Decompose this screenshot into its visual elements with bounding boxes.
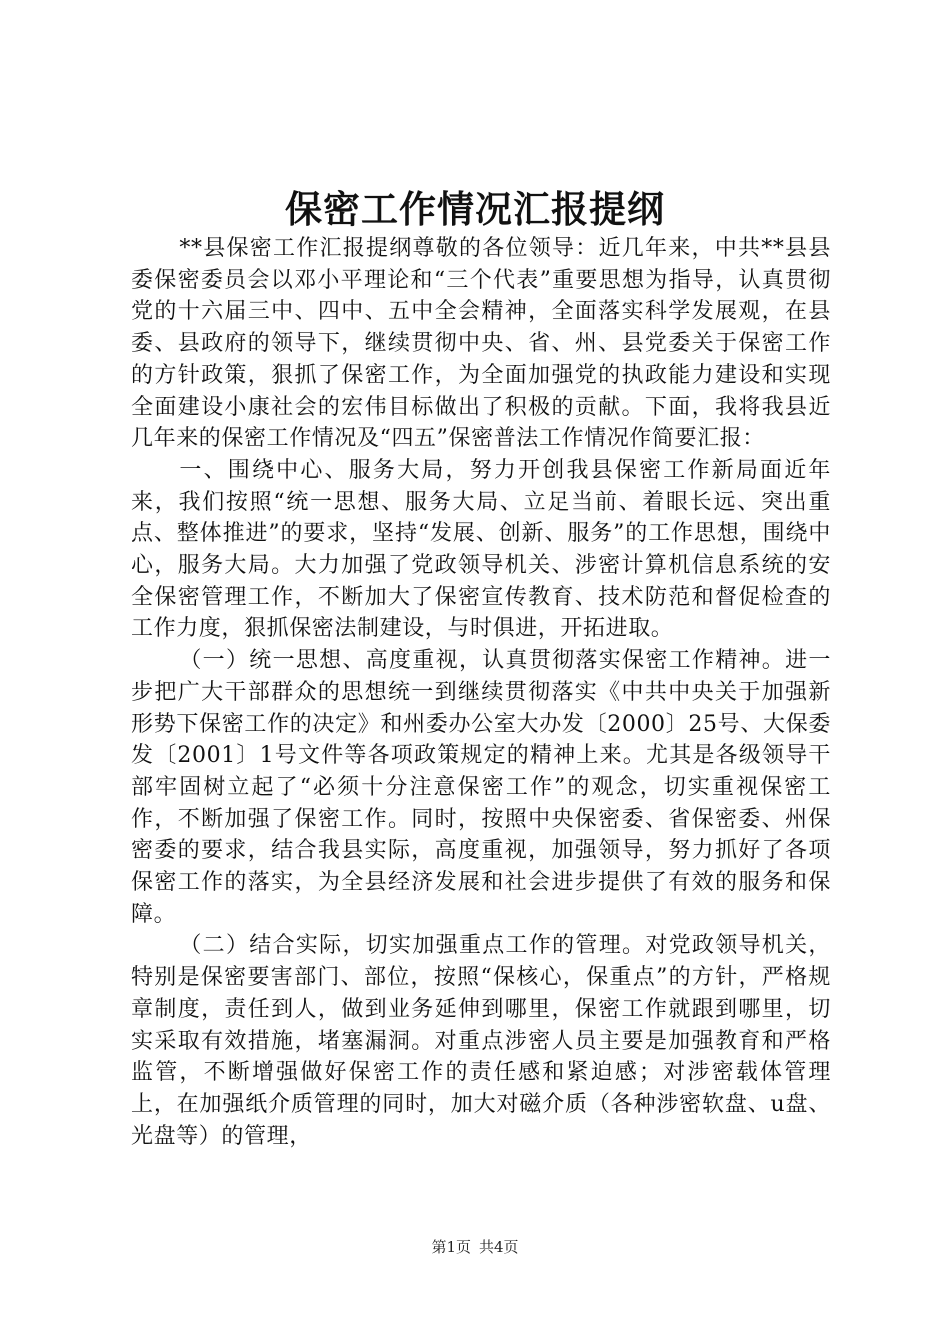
paragraph-subsection-one: （一）统一思想、高度重视，认真贯彻落实保密工作精神。进一步把广大干部群众的思想统一到继续贯彻落实《中共中央关于加强新形势下保密工作的决定》和州委办公室大办发〔2000〕25号、大保委发〔2001〕1号文件等各项政策规定的精神上来。尤其是各级领导干部牢固树立起了“必须十分注意保密工作”的观念，切实重视保密工作，不断加强了保密工作。同时，按照中央保密委、省保密委、州保密委的要求，结合我县实际，高度重视，加强领导，努力抓好了各项保密工作的落实，为全县经济发展和社会进步提供了有效的服务和保障。 — [131, 648, 831, 927]
page-footer — [0, 1237, 950, 1257]
page-number: 第1页 — [431, 1238, 471, 1256]
document-body — [131, 233, 831, 1152]
paragraph-intro: **县保密工作汇报提纲尊敬的各位领导：近几年来，中共**县县委保密委员会以邓小平理论和“三个代表”重要思想为指导，认真贯彻党的十六届三中、四中、五中全会精神，全面落实科学发展观，在县委、县政府的领导下，继续贯彻中央、省、州、县党委关于保密工作的方针政策，狠抓了保密工作，为全面加强党的执政能力建设和实现全面建设小康社会的宏伟目标做出了积极的贡献。下面，我将我县近几年来的保密工作情况及“四五”保密普法工作情况作简要汇报： — [131, 236, 831, 452]
paragraph-subsection-two: （二）结合实际，切实加强重点工作的管理。对党政领导机关，特别是保密要害部门、部位，按照“保核心，保重点”的方针，严格规章制度，责任到人，做到业务延伸到哪里，保密工作就跟到哪里，切实采取有效措施，堵塞漏洞。对重点涉密人员主要是加强教育和严格监管，不断增强做好保密工作的责任感和紧迫感；对涉密载体管理上，在加强纸介质管理的同时，加大对磁介质（各种涉密软盘、u盘、光盘等）的管理， — [131, 933, 831, 1149]
paragraph-section-one: 一、围绕中心、服务大局，努力开创我县保密工作新局面近年来，我们按照“统一思想、服务大局、立足当前、着眼长远、突出重点、整体推进”的要求，坚持“发展、创新、服务”的工作思想，围绕中心，服务大局。大力加强了党政领导机关、涉密计算机信息系统的安全保密管理工作，不断加大了保密宣传教育、技术防范和督促检查的工作力度，狠抓保密法制建设，与时俱进，开拓进取。 — [131, 457, 831, 642]
document-title: 保密工作情况汇报提纲 — [285, 187, 665, 231]
page-total: 共4页 — [479, 1238, 519, 1256]
